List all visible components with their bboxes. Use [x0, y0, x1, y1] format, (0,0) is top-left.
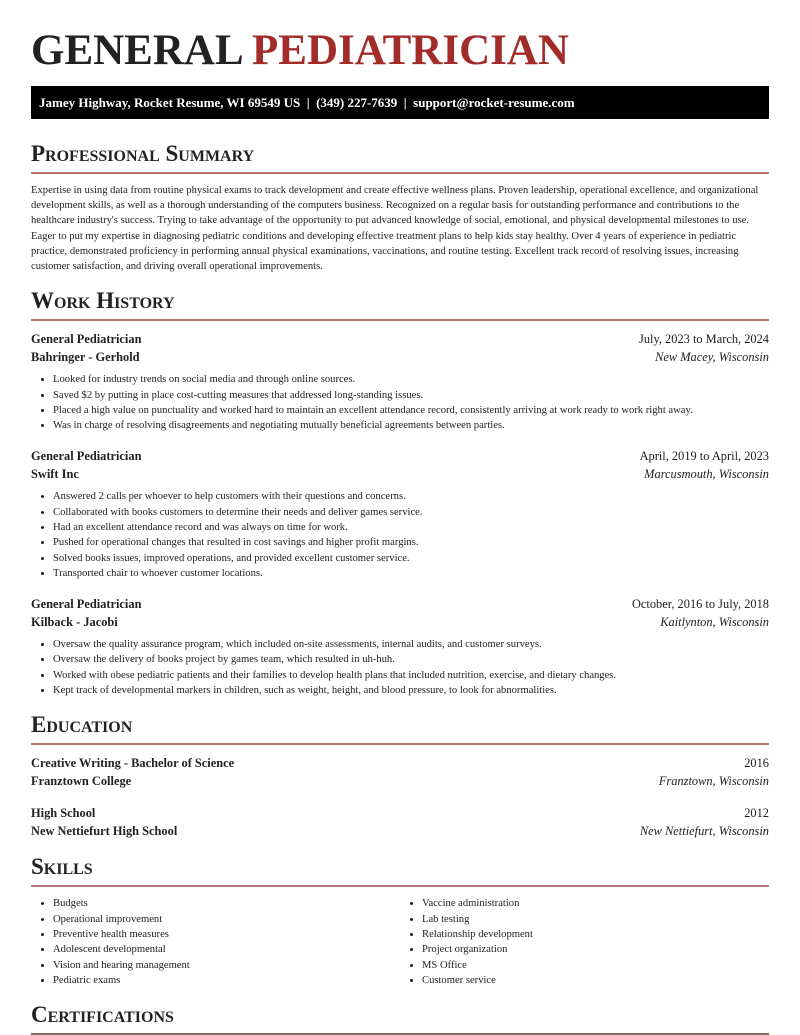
divider — [31, 172, 769, 174]
list-item: • Pushed for operational changes that resulted in cost savings and higher profit margins. — [53, 535, 769, 550]
skill-item: • Operational improvement — [53, 912, 400, 927]
summary-section — [31, 141, 769, 274]
list-item: • Transported chair to whoever customer locations. — [53, 566, 769, 581]
job-company-row — [31, 348, 769, 366]
skill-item: • Pediatric exams — [53, 973, 400, 988]
edu-location: New Nettiefurt, Wisconsin — [639, 824, 769, 839]
job-entry — [31, 595, 769, 698]
edu-header — [31, 754, 769, 772]
skill-item: • Lab testing — [422, 912, 769, 927]
education-section — [31, 712, 769, 840]
job-entry — [31, 330, 769, 433]
section-heading: Certifications — [31, 1002, 174, 1028]
edu-year: 2012 — [744, 806, 769, 821]
education-entry — [31, 754, 769, 790]
list-item: • Placed a high value on punctuality and worked hard to maintain an excellent attendance record, consistently arriving at work ready to work right away. — [53, 403, 769, 418]
list-item: • Answered 2 calls per whoever to help customers with their questions and concerns. — [53, 489, 769, 504]
job-dates: July, 2023 to March, 2024 — [639, 332, 769, 347]
job-bullets — [31, 489, 769, 581]
skill-item: • Customer service — [422, 973, 769, 988]
list-item: • Collaborated with books customers to determine their needs and deliver games service. — [53, 505, 769, 520]
section-heading: Education — [31, 712, 133, 738]
job-dates: April, 2019 to April, 2023 — [639, 449, 769, 464]
section-heading: Work History — [31, 288, 175, 314]
contact-bar: Jamey Highway, Rocket Resume, WI 69549 US | (349) 227-7639 | support@rocket-resume.com — [31, 86, 769, 119]
list-item: • Looked for industry trends on social media and through online sources. — [53, 372, 769, 387]
job-location: New Macey, Wisconsin — [655, 350, 769, 365]
list-item: • Was in charge of resolving disagreements and negotiating mutually beneficial agreements between parties. — [53, 418, 769, 433]
skill-item: • Vision and hearing management — [53, 958, 400, 973]
degree: High School — [31, 806, 96, 821]
education-entry — [31, 804, 769, 840]
job-header — [31, 595, 769, 613]
title-part1: GENERAL — [31, 27, 242, 74]
skills-right-column — [400, 896, 769, 988]
job-header — [31, 447, 769, 465]
job-location: Kaitlynton, Wisconsin — [660, 615, 769, 630]
list-item: • Oversaw the delivery of books project by games team, which resulted in uh-huh. — [53, 652, 769, 667]
skills-left-column — [31, 896, 400, 988]
skill-item: • MS Office — [422, 958, 769, 973]
job-bullets — [31, 637, 769, 698]
skill-item: • Project organization — [422, 942, 769, 957]
divider — [31, 743, 769, 745]
list-item: • Saved $2 by putting in place cost-cutting measures that addressed long-standing issues. — [53, 388, 769, 403]
summary-text: Expertise in using data from routine physical exams to track development and create effective wellness plans. Proven leadership, operational excellence, and organizational development skills, as well as a thorough understanding of the computers business. Recognized on a regular basis for outstanding performance and contributions to the healthcare industry's success. Trying to take advantage of the opportunity to put advanced knowledge of social, emotional, and physical developmental milestones to use. Eager to put my expertise in diagnosing pediatric conditions and developing effective treatment plans to help kids stay healthy. Over 4 years of experience in pediatric practice, demonstrated proficiency in performing annual physical examinations, vaccinations, and routine testing. Excellent track record of resolving issues, increasing customer satisfaction, and driving overall operational improvements. — [31, 185, 759, 273]
divider — [31, 885, 769, 887]
edu-location: Franztown, Wisconsin — [658, 774, 769, 789]
job-location: Marcusmouth, Wisconsin — [644, 467, 769, 482]
skills-section — [31, 854, 769, 988]
job-header — [31, 330, 769, 348]
school: New Nettiefurt High School — [31, 824, 178, 839]
skill-item: • Relationship development — [422, 927, 769, 942]
job-title: General Pediatrician — [31, 597, 142, 612]
skill-item: • Adolescent developmental — [53, 942, 400, 957]
skill-item: • Preventive health measures — [53, 927, 400, 942]
list-item: • Kept track of developmental markers in children, such as weight, height, and blood pressure, to look for abnormalities. — [53, 683, 769, 698]
page-title — [31, 26, 769, 76]
list-item: • Worked with obese pediatric patients and their families to develop health plans that included nutrition, exercise, and dietary changes. — [53, 668, 769, 683]
school: Franztown College — [31, 774, 132, 789]
list-item: • Had an excellent attendance record and was always on time for work. — [53, 520, 769, 535]
section-heading: Professional Summary — [31, 141, 255, 166]
divider — [31, 319, 769, 321]
section-heading: Skills — [31, 854, 93, 880]
job-company-row — [31, 613, 769, 631]
edu-header — [31, 804, 769, 822]
list-item: • Oversaw the quality assurance program, which included on-site assessments, internal audits, and customer surveys. — [53, 637, 769, 652]
edu-year: 2016 — [744, 756, 769, 771]
title-part2: PEDIATRICIAN — [252, 27, 569, 74]
job-entry — [31, 447, 769, 581]
skill-item: • Budgets — [53, 896, 400, 911]
job-company: Bahringer - Gerhold — [31, 350, 140, 365]
job-title: General Pediatrician — [31, 332, 142, 347]
work-section — [31, 288, 769, 698]
certifications-section — [31, 1002, 769, 1035]
degree: Creative Writing - Bachelor of Science — [31, 756, 235, 771]
edu-school-row — [31, 772, 769, 790]
job-company-row — [31, 465, 769, 483]
job-bullets — [31, 372, 769, 433]
job-dates: October, 2016 to July, 2018 — [631, 597, 769, 612]
list-item: • Solved books issues, improved operations, and provided excellent customer service. — [53, 551, 769, 566]
job-company: Kilback - Jacobi — [31, 615, 118, 630]
edu-school-row — [31, 822, 769, 840]
skill-item: • Vaccine administration — [422, 896, 769, 911]
job-company: Swift Inc — [31, 467, 79, 482]
job-title: General Pediatrician — [31, 449, 142, 464]
